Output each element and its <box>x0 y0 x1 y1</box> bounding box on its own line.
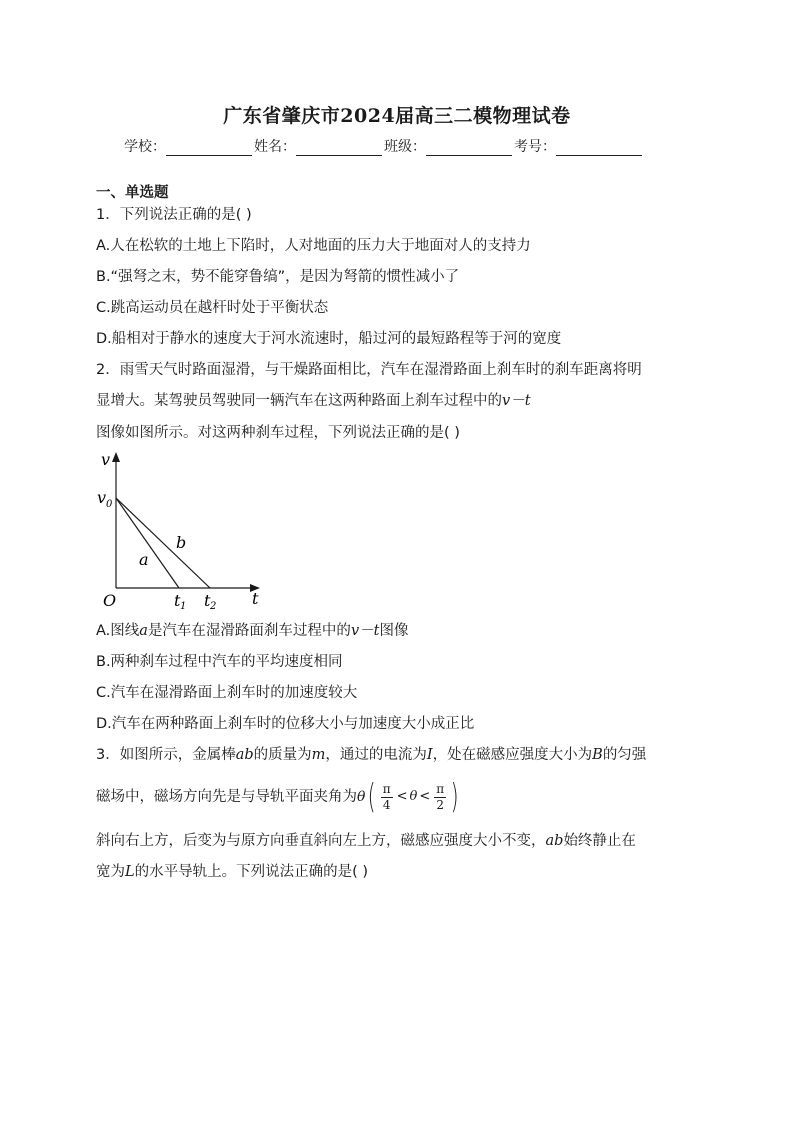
q2-option-c: C.汽车在湿滑路面上刹车时的加速度较大 <box>96 685 358 701</box>
t2-label: t <box>204 591 211 610</box>
school-label: 学校： <box>124 139 166 155</box>
q2-stem-line2 <box>96 391 531 411</box>
v0-subscript: 0 <box>106 499 113 510</box>
q3-m: m <box>311 747 326 763</box>
q3-line4-text-1: 宽为 <box>96 864 125 880</box>
line-a-label: a <box>139 550 149 569</box>
q3-pi-num-2: π <box>436 781 445 796</box>
q2-a-text-3: 图像 <box>379 623 409 639</box>
name-label: 姓名： <box>254 139 296 155</box>
v-axis-arrow-icon <box>112 452 120 462</box>
q2-option-b: B.两种刹车过程中汽车的平均速度相同 <box>96 654 343 670</box>
student-info-row <box>124 136 644 156</box>
graph-line-a <box>116 498 179 588</box>
q3-ab: ab <box>235 747 254 763</box>
q2-vt-symbol: v－t <box>502 393 531 409</box>
q3-theta: θ <box>357 789 366 805</box>
number-blank[interactable] <box>556 141 642 156</box>
q1-option-d: D.船相对于静水的速度大于河水流速时，船过河的最短路程等于河的宽度 <box>96 331 562 347</box>
t1-subscript: 1 <box>180 601 187 612</box>
number-label: 考号： <box>514 139 556 155</box>
origin-label: O <box>103 591 117 610</box>
q3-line2-text: 磁场中，磁场方向先是与导轨平面夹角为 <box>96 789 357 805</box>
q3-text-5: 的匀强 <box>602 747 647 763</box>
q3-I: I <box>426 747 433 763</box>
q1-option-c: C.跳高运动员在越杆时处于平衡状态 <box>96 300 329 316</box>
q3-four-den: 4 <box>382 797 391 812</box>
q2-a-vt: v－t <box>350 623 380 639</box>
q3-pi-num: π <box>382 781 391 796</box>
v-axis-label: v <box>101 450 111 469</box>
q3-lt-1: < <box>396 789 408 804</box>
class-label: 班级： <box>384 139 426 155</box>
q3-line4-text-2: 的水平导轨上。下列说法正确的是( ) <box>134 864 369 880</box>
q3-stem-line2 <box>96 777 461 817</box>
q3-B: B <box>592 747 603 763</box>
q3-two-den: 2 <box>436 797 444 812</box>
q3-lt-2: < <box>419 789 431 804</box>
q3-stem-line4 <box>96 862 368 882</box>
q3-text-3: ，通过的电流为 <box>325 747 427 763</box>
q3-L: L <box>125 864 135 880</box>
q2-a-text-2: 是汽车在湿滑路面刹车过程中的 <box>147 623 351 639</box>
name-blank[interactable] <box>296 141 382 156</box>
q1-option-a: A.人在松软的土地上下陷时，人对地面的压力大于地面对人的支持力 <box>96 238 531 254</box>
q2-option-d: D.汽车在两种路面上刹车时的位移大小与加速度大小成正比 <box>96 716 475 732</box>
q1-stem: 1．下列说法正确的是( ) <box>96 207 252 223</box>
q3-stem-line1 <box>96 745 646 765</box>
t1-label: t <box>174 591 181 610</box>
q2-stem-line1: 2．雨雪天气时路面湿滑，与干燥路面相比，汽车在湿滑路面上刹车时的刹车距离将明 <box>96 362 642 378</box>
q3-line3-text-1: 斜向右上方，后变为与原方向垂直斜向左上方，磁感应强度大小不变， <box>96 833 546 849</box>
q2-line2-text: 显增大。某驾驶员驾驶同一辆汽车在这两种路面上刹车过程中的 <box>96 393 502 409</box>
section-heading: 一、单选题 <box>96 185 169 201</box>
q3-text-1: 3．如图所示，金属棒 <box>96 747 236 763</box>
vt-graph <box>90 448 280 618</box>
graph-line-b <box>116 498 210 588</box>
v0-label: v <box>97 488 107 507</box>
t-axis-label: t <box>252 589 259 608</box>
q3-text-2: 的质量为 <box>253 747 312 763</box>
q3-angle-range: θ ( $\frac{\pi}{4}$ < θ < $\frac{\pi}{2}$ ) <box>357 777 459 817</box>
q2-a-var: a <box>139 623 148 639</box>
class-blank[interactable] <box>426 141 512 156</box>
line-b-label: b <box>176 533 187 552</box>
q3-ab-2: ab <box>545 833 564 849</box>
q3-text-4: ，处在磁感应强度大小为 <box>432 747 593 763</box>
q3-theta-2: θ <box>409 789 418 804</box>
q2-option-a <box>96 621 408 641</box>
q3-line3-text-2: 始终静止在 <box>563 833 636 849</box>
q2-stem-line3: 图像如图所示。对这两种刹车过程，下列说法正确的是( ) <box>96 425 460 441</box>
exam-title: 广东省肇庆市2024届高三二模物理试卷 <box>223 105 571 127</box>
school-blank[interactable] <box>166 141 252 156</box>
q1-option-b: B.“强弩之末，势不能穿鲁缟”，是因为弩箭的惯性减小了 <box>96 269 460 285</box>
t2-subscript: 2 <box>210 601 217 612</box>
q2-a-text-1: A.图线 <box>96 623 140 639</box>
q3-stem-line3 <box>96 831 636 851</box>
